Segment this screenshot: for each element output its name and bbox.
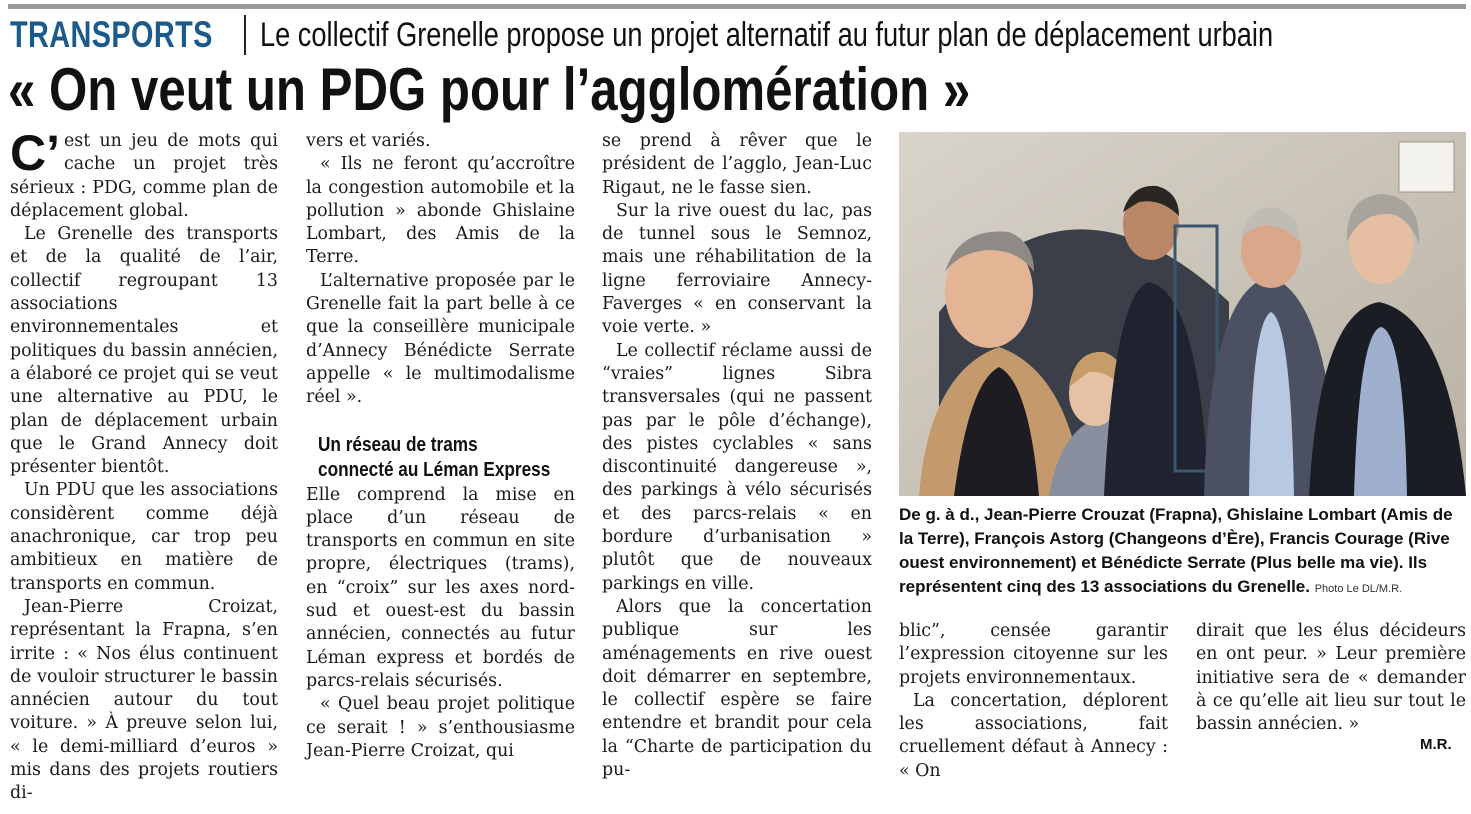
column-4 — [899, 620, 1168, 783]
paragraph: « Quel beau projet politique ce serait ! » s’enthousiasme Jean-Pierre Croizat, qui — [306, 694, 575, 761]
paragraph: Jean-Pierre Croizat, représentant la Frapna, s’en irrite : « Nos élus continuent de vouloir structurer le bassin annécien autour du tout voiture. » À preuve selon lui, « le demi-milliard d’euros » mis dans des projets routiers di- — [10, 596, 278, 804]
headline: « On veut un PDG pour l’agglomération » — [8, 56, 971, 123]
caption-text: De g. à d., Jean-Pierre Crouzat (Frapna), Ghislaine Lombart (Amis de la Terre), François Astorg (Changeons d’Ère), Francis Courage (Rive ouest environnement) et Bénédicte Serrate (Plus belle ma vie). Ils représentent cinq des 13 associations du Grenelle. — [899, 505, 1453, 596]
subhead-line-1: Un réseau de trams — [318, 433, 478, 456]
column-5 — [1196, 620, 1466, 736]
photo-caption — [899, 503, 1459, 601]
column-1 — [10, 125, 279, 806]
author-signature: M.R. — [1420, 736, 1452, 753]
rubric-label: TRANSPORTS — [10, 14, 213, 55]
top-rule — [8, 4, 1466, 9]
subhead-line-2: connecté au Léman Express — [318, 458, 551, 481]
paragraph: Sur la rive ouest du lac, pas de tunnel sous le Semnoz, mais une réhabilitation de la ligne ferroviaire Annecy-Faverges « en conservant la voie verte. » — [602, 200, 872, 338]
kicker-text: Le collectif Grenelle propose un projet alternatif au futur plan de déplacement urbain — [260, 15, 1274, 54]
paragraph: « Ils ne feront qu’accroître la congestion automobile et la pollution » abonde Ghislaine Lombart, des Amis de la Terre. — [306, 154, 575, 268]
rubric-separator — [244, 15, 246, 55]
column-2 — [306, 130, 575, 763]
kicker-line — [10, 12, 1471, 58]
photo-credit: Photo Le DL/M.R. — [1314, 583, 1403, 595]
dropcap: C’ — [10, 125, 60, 181]
paragraph: Alors que la concertation publique sur les aménagements en rive ouest doit démarrer en septembre, le collectif espère se faire entendre et brandit pour cela la “Charte de participation du pu- — [602, 596, 872, 781]
paragraph: blic”, censée garantir l’expression citoyenne sur les projets environnementaux. — [899, 621, 1168, 688]
paragraph: C’ est un jeu de mots qui cache un projet très sérieux : PDG, comme plan de déplacement global. — [10, 125, 278, 221]
paragraph: Le Grenelle des transports et de la qualité de l’air, collectif regroupant 13 associations environnementales et politiques du bassin annécien, a élaboré ce projet qui se veut une alternative au PDU, le plan de déplacement urbain que le Grand Annecy doit présenter bientôt. — [10, 224, 279, 478]
paragraph: La concertation, déplorent les associations, fait cruellement défaut à Annecy : « On — [899, 690, 1168, 781]
photo-illustration — [899, 132, 1466, 496]
paragraph: Elle comprend la mise en place d’un réseau de transports en commun en site propre, électriques (trams), en “croix” sur les axes nord-sud et ouest-est du bassin annécien, connectés au futur Léman express et bordés de parcs-relais sécurisés. — [306, 484, 575, 691]
paragraph: se prend à rêver que le président de l’agglo, Jean-Luc Rigaut, ne le fasse sien. — [602, 131, 872, 198]
paragraph: vers et variés. — [306, 131, 431, 151]
paragraph: dirait que les élus décideurs en ont peur. » Leur première initiative sera de « demander à ce qu’elle ait lieu sur tout le bassin annécien. » — [1196, 621, 1466, 735]
paragraph: L’alternative proposée par le Grenelle fait la part belle à ce que la conseillère municipale d’Annecy Bénédicte Serrate appelle « le multimodalisme réel ». — [306, 270, 575, 408]
column-3 — [602, 130, 872, 782]
paragraph: Le collectif réclame aussi de “vraies” lignes Sibra transversales (qui ne passent pas par le pôle d’échange), des pistes cyclables « sans discontinuité dangereuse », des parkings à vélo sécurisés et des parcs-relais « en bordure d’urbanisation » plutôt que de nouveaux parkings en ville. — [602, 340, 872, 594]
group-photo — [899, 132, 1466, 496]
paragraph: Un PDU que les associations considèrent comme déjà anachronique, car trop peu ambitieux en matière de transports en commun. — [10, 480, 278, 594]
